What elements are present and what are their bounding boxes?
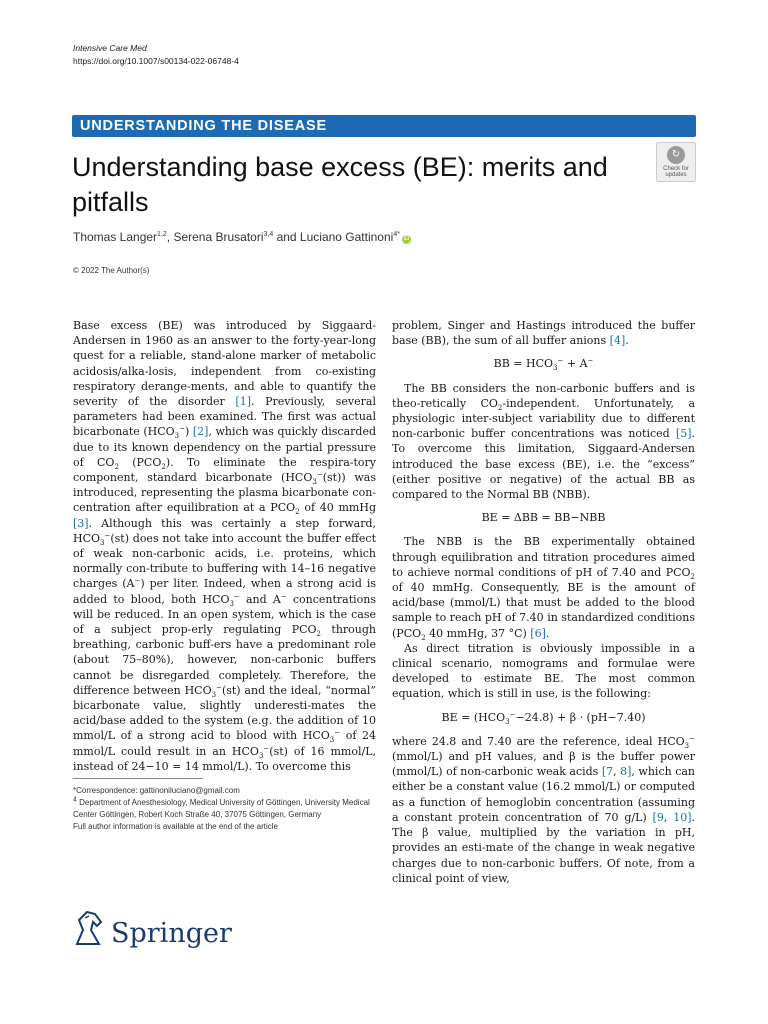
- author-name: and Luciano Gattinoni: [273, 230, 394, 244]
- right-column: [392, 318, 695, 886]
- author-affiliation: 1,2: [157, 231, 167, 238]
- copyright: © 2022 The Author(s): [73, 266, 150, 275]
- article-title: Understanding base excess (BE): merits and pitfalls: [72, 152, 608, 217]
- citation-link[interactable]: [9: [652, 810, 664, 824]
- body-paragraph: Base excess (BE) was introduced by Siggaard-Andersen in 1960 as an answer to the forty-year-long quest for a reliable, stand-alone marker of metabolic acidosis/alka-losis, independent from co-existing respiratory derange-ments, and able to quantify the severity of the disorder [1]. Previously, several parameters had been examined. The first was actual bicarbonate $(HCO_3^-)$ [2], which was quickly discarded due to its known dependency on the partial pressure of $CO_2$ $(PCO_2)$. To eliminate the respira-tory component, standard bicarbonate $(HCO_3^-(st))$ was introduced, representing the plasma bicarbonate con-centration after equilibration at a $PCO_2$ of 40 mmHg [3]. Although this was certainly a step forward, $HCO_3^-(st)$ does not take into account the buffer effect of weak non-carbonic acids, i.e. proteins, which normally con-tribute to buffering with 14–16 negative charges (A−) per liter. Indeed, when a strong acid is added to blood, both $HCO_3^-$ and A− concentrations will be reduced. In an open system, which is the case of a subject prop-erly regulating $PCO_2$ through breathing, carbonic buff-ers have a predominant role (about 75–80%), however, non-carbonic buffers cannot be disregarded completely. Therefore, the difference between $HCO_3^-(st)$ and the ideal, “normal” bicarbonate value, slightly underesti-mates the acid/base added to the system (e.g. the addition of 10 mmol/L of a strong acid to blood with $HCO_3^-$ of 24 mmol/L could result in an $HCO_3^-(st)$ of 16 mmol/L, instead of 24−10 = 14 mmol/L). To overcome this: [73, 319, 377, 773]
- affiliation-note: $^4$ Department of Anesthesiology, Medical University of Göttingen, University Medical Center Göttingen, Robert Koch Straße 40, 37075 Göttingen, Germany: [73, 796, 370, 819]
- citation-link[interactable]: [3]: [73, 516, 89, 530]
- body-paragraph: The NBB is the BB experimentally obtained through equilibration and titration procedures aimed to achieve normal conditions of pH of 7.40 and $PCO_2$ of 40 mmHg. Consequently, BE is the amount of acid/base (mmol/L) that must be added to the blood sample to reach pH of 7.40 in standardized conditions ($PCO_2$ 40 mmHg, 37 °C) [6].: [392, 535, 695, 642]
- body-paragraph: where 24.8 and 7.40 are the reference, ideal $HCO_3^-$ (mmol/L) and pH values, and β is the buffer power (mmol/L) of non-carbonic weak acids [7, 8], which can either be a constant value (16.2 mmol/L) or computed as a function of hemoglobin concentration (assuming a constant protein concentration of 70 g/L) [9, 10]. The β value, multiplied by the variation in pH, provides an esti-mate of the change in weak negative charges due to non-carbonic buffers. Of note, from a clinical point of view,: [392, 734, 695, 885]
- citation-link[interactable]: [2]: [192, 425, 209, 439]
- footnotes: [73, 785, 376, 833]
- citation-link[interactable]: [6]: [530, 626, 546, 640]
- citation-link[interactable]: 10]: [673, 810, 692, 824]
- springer-wordmark: Springer: [111, 918, 232, 949]
- citation-link[interactable]: [1]: [235, 395, 251, 409]
- check-for-updates-badge[interactable]: [656, 142, 696, 182]
- check-for-updates-label: Check for updates: [663, 166, 689, 178]
- correspondence-email[interactable]: *Correspondence: gattinoniluciano@gmail.com: [73, 786, 240, 795]
- citation-link[interactable]: [7: [601, 765, 614, 779]
- update-icon: ↻: [667, 146, 685, 164]
- citation-link[interactable]: [4]: [609, 334, 626, 348]
- left-column: [73, 318, 376, 774]
- equation-be: BE = ΔBB = BB−NBB: [481, 511, 606, 525]
- springer-horse-icon: [73, 908, 107, 948]
- section-banner: [72, 115, 696, 137]
- journal-header: [73, 42, 239, 68]
- body-paragraph: The BB considers the non-carbonic buffers and is theo-retically $CO_2$-independent. Unfortunately, a physiologic inter-subject variability due to different non-carbonic buffer concentrations was noticed [5]. To overcome this limitation, Siggaard-Andersen introduced the base excess (BE), i.e. the “excess” (either positive or negative) of the actual BB as compared to the Normal BB (NBB).: [392, 381, 696, 502]
- author-affiliation: 3,4: [263, 231, 274, 238]
- author-affiliation: 4*: [393, 231, 400, 238]
- journal-name: Intensive Care Med: [73, 43, 147, 53]
- footnote-divider: [73, 778, 203, 779]
- doi-link[interactable]: https://doi.org/10.1007/s00134-022-06748-4: [73, 56, 239, 66]
- section-banner-label: UNDERSTANDING THE DISEASE: [80, 118, 327, 134]
- author-info-note: Full author information is available at the end of the article: [73, 822, 279, 831]
- equation-bb: BB = $HCO_3^- + A^-$: [493, 356, 594, 373]
- orcid-icon[interactable]: iD: [403, 236, 410, 242]
- equation-be-formula: BE = $(HCO_3^--24.8) + \beta \cdot (pH-7.40)$: [441, 710, 646, 726]
- body-paragraph: As direct titration is obviously impossible in a clinical scenario, nomograms and formulae were developed to estimate BE. The most common equation, which is still in use, is the following:: [392, 641, 695, 701]
- citation-link[interactable]: 8]: [620, 765, 632, 779]
- author-name: Thomas Langer: [73, 230, 158, 244]
- author-name: , Serena Brusatori: [166, 230, 264, 244]
- author-list: [73, 230, 411, 244]
- citation-link[interactable]: [5]: [675, 427, 692, 441]
- body-paragraph: problem, Singer and Hastings introduced the buffer base (BB), the sum of all buffer anions [4].: [392, 319, 695, 348]
